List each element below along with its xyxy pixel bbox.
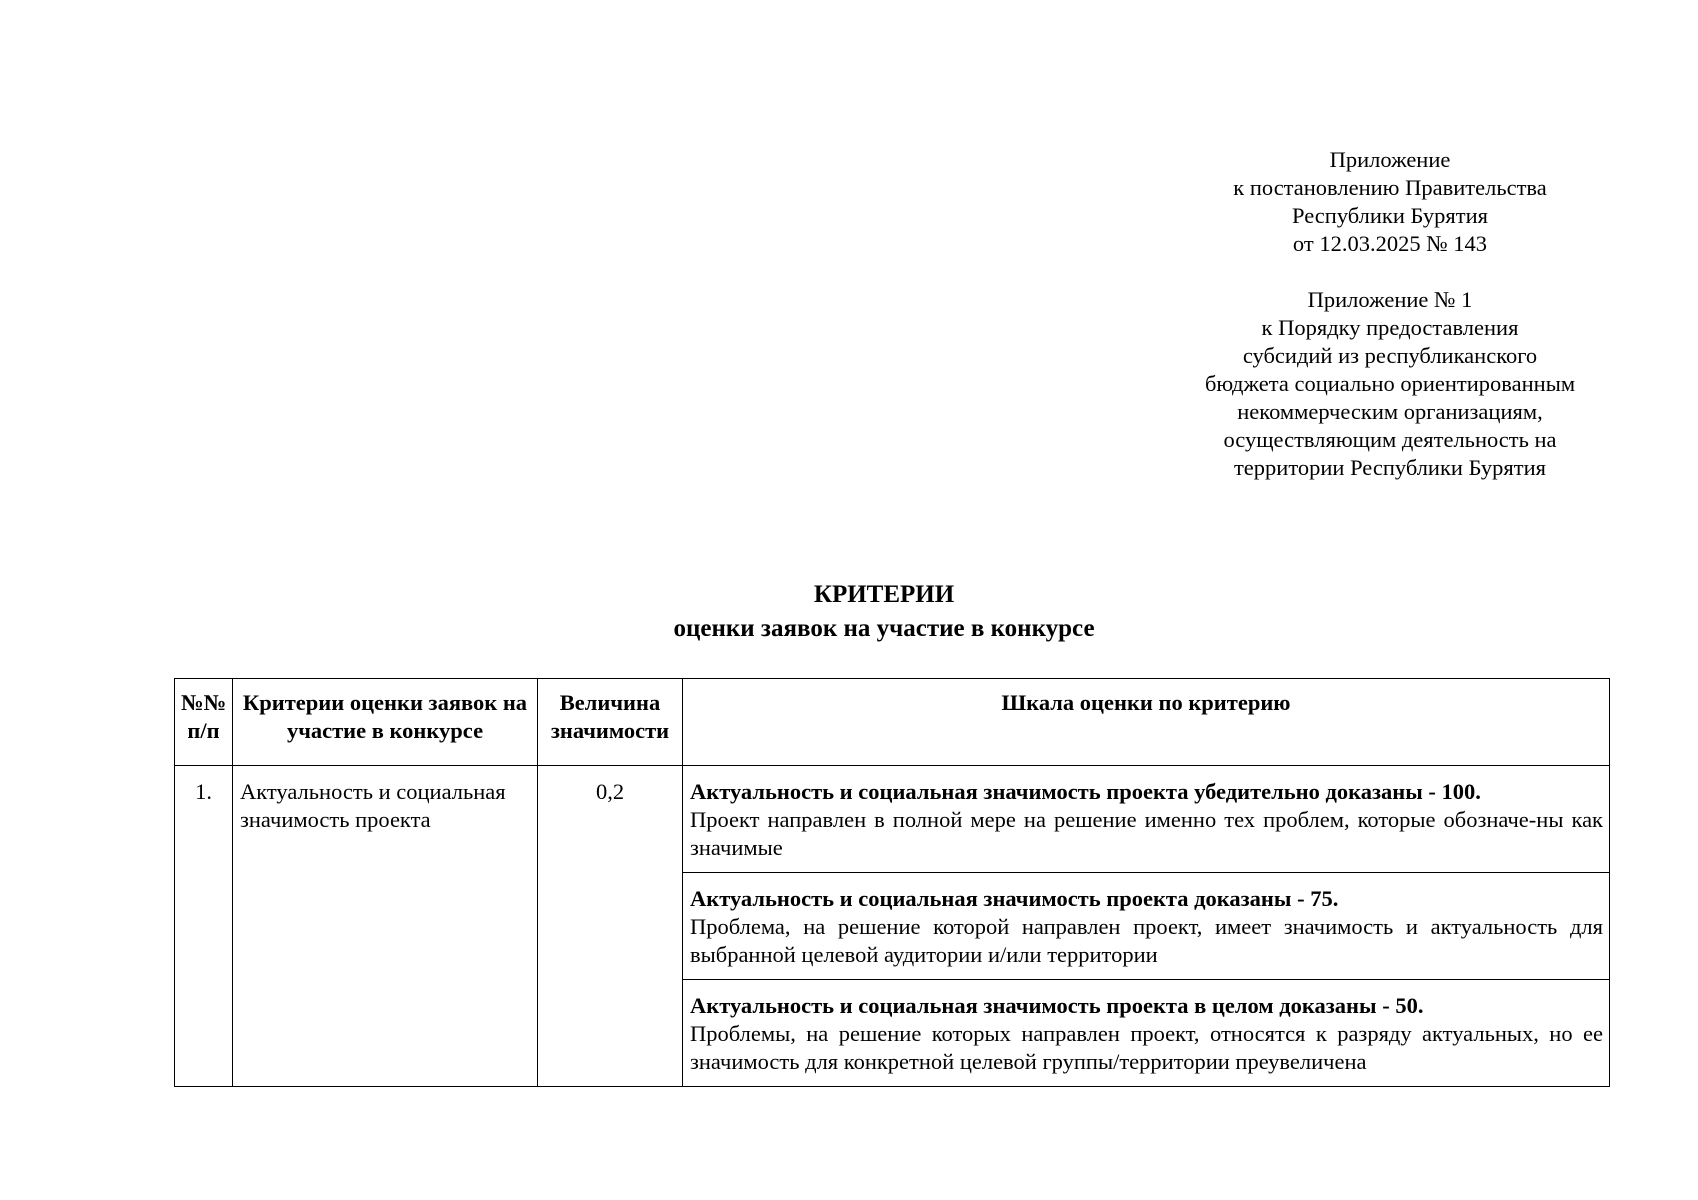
scale-heading: Актуальность и социальная значимость проекта доказаны - 75. xyxy=(690,886,1339,911)
title-line-2: оценки заявок на участие в конкурсе xyxy=(673,615,1095,642)
annex-line: некоммерческим организациям, xyxy=(1237,399,1543,424)
annex-line: к постановлению Правительства xyxy=(1233,175,1547,200)
scale-heading: Актуальность и социальная значимость проекта убедительно доказаны - 100. xyxy=(690,779,1481,804)
table-header-row xyxy=(175,679,1610,766)
header-criterion: Критерии оценки заявок на участие в конкурсе xyxy=(233,679,538,766)
scale-cell xyxy=(683,980,1610,1087)
annex-line: осуществляющим деятельность на xyxy=(1223,427,1557,452)
annex-line: Республики Бурятия xyxy=(1292,203,1488,228)
scale-description: Проблема, на решение которой направлен проект, имеет значимость и актуальность для выбранной целевой аудитории и/или территории xyxy=(690,914,1603,967)
header-scale: Шкала оценки по критерию xyxy=(683,679,1610,766)
header-num: №№ п/п xyxy=(175,679,233,766)
scale-cell xyxy=(683,873,1610,980)
table-row xyxy=(175,766,1610,873)
annex-line: от 12.03.2025 № 143 xyxy=(1292,231,1488,256)
annex-line: Приложение xyxy=(1329,147,1451,172)
annex-line: бюджета социально ориентированным xyxy=(1204,371,1576,396)
row-num: 1. xyxy=(175,766,233,1087)
scale-cell xyxy=(683,766,1610,873)
annex-header xyxy=(1160,146,1620,482)
annex-line: субсидий из республиканского xyxy=(1242,343,1538,368)
annex-spacer xyxy=(1160,258,1620,286)
annex-line: территории Республики Бурятия xyxy=(1233,455,1547,480)
scale-heading: Актуальность и социальная значимость проекта в целом доказаны - 50. xyxy=(690,993,1424,1018)
title-line-1: КРИТЕРИИ xyxy=(813,581,955,608)
scale-description: Проблемы, на решение которых направлен проект, относятся к разряду актуальных, но ее значимость для конкретной целевой группы/территории преувеличена xyxy=(690,1021,1603,1074)
row-criterion: Актуальность и социальная значимость проекта xyxy=(233,766,538,1087)
criteria-table xyxy=(174,678,1610,1087)
header-weight: Величина значимости xyxy=(538,679,683,766)
row-weight: 0,2 xyxy=(538,766,683,1087)
document-title xyxy=(0,578,1698,646)
annex-line: к Порядку предоставления xyxy=(1261,315,1519,340)
scale-description: Проект направлен в полной мере на решение именно тех проблем, которые обозначе-ны как значимые xyxy=(690,807,1603,860)
annex-line: Приложение № 1 xyxy=(1307,287,1473,312)
